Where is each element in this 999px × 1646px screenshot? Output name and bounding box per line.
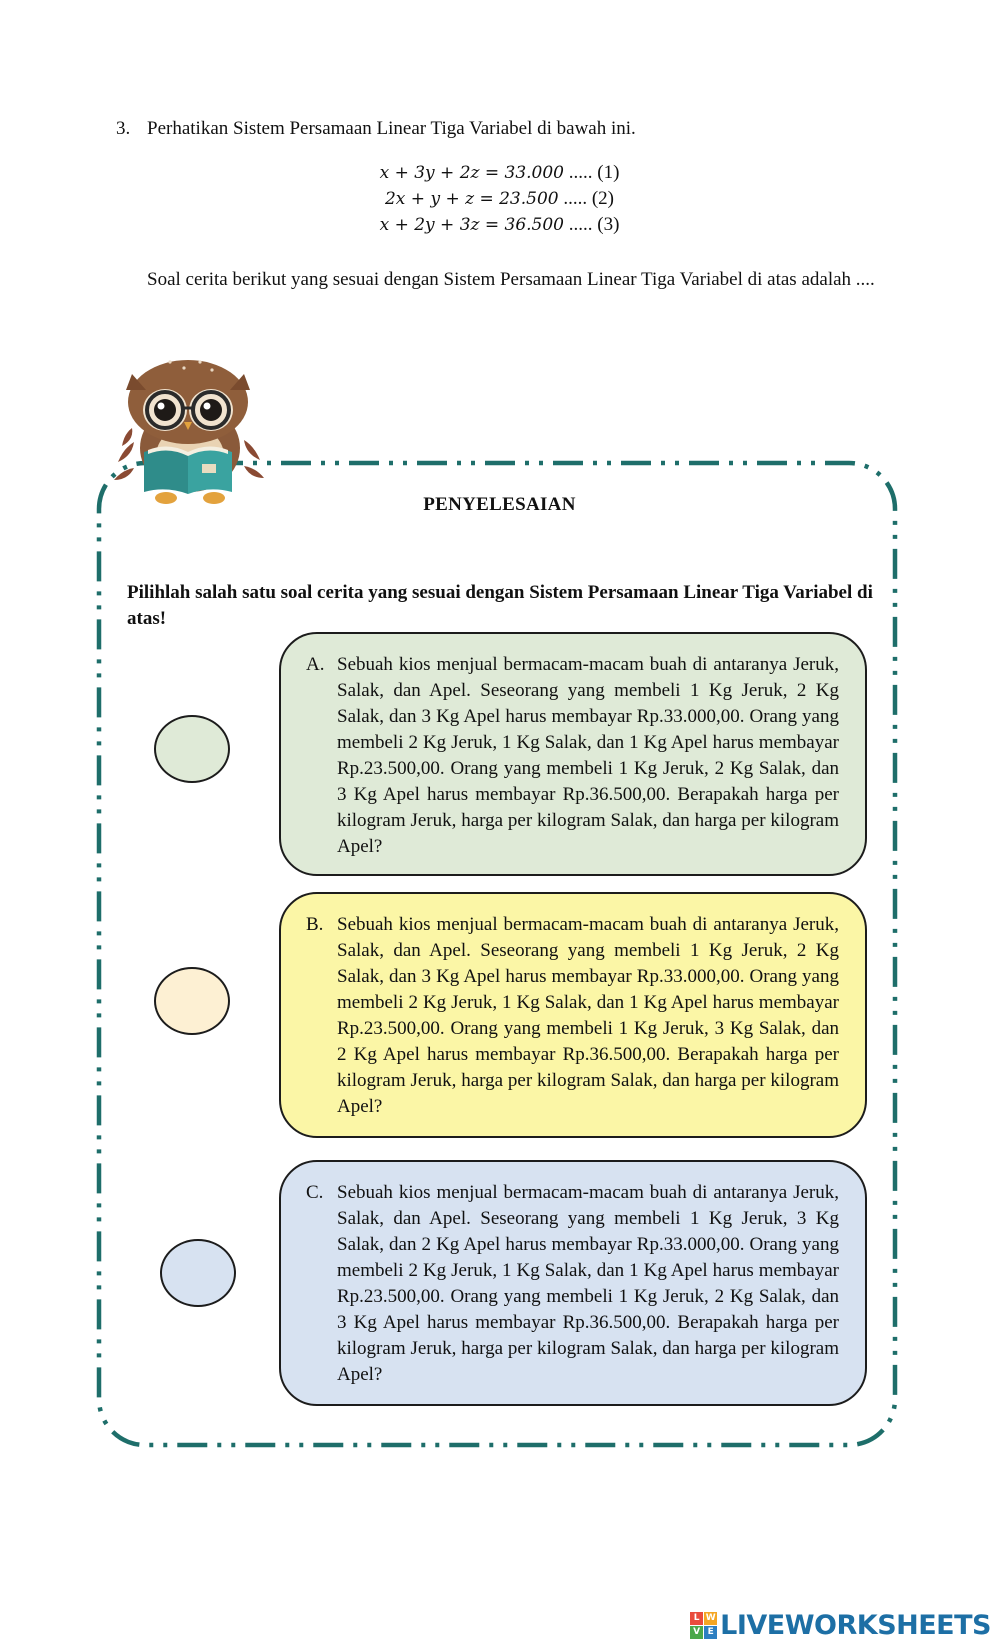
question-prompt: Soal cerita berikut yang sesuai dengan Sistem Persamaan Linear Tiga Variabel di atas adalah ....	[147, 269, 875, 290]
instruction-text: Pilihlah salah satu soal cerita yang sesuai dengan Sistem Persamaan Linear Tiga Variabel di atas!	[127, 582, 873, 629]
option-letter: B.	[306, 914, 324, 935]
option-text: Sebuah kios menjual bermacam-macam buah di antaranya Jeruk, Salak, dan Apel. Seseorang yang membeli 1 Kg Jeruk, 2 Kg Salak, dan 3 Kg Apel harus membayar Rp.33.000,00. Orang yang membeli 2 Kg Jeruk, 1 Kg Salak, dan 1 Kg Apel harus membayar Rp.23.500,00. Orang yang membeli 1 Kg Jeruk, 3 Kg Salak, dan 2 Kg Apel harus membayar Rp.36.500,00. Berapakah harga per kilogram Jeruk, harga per kilogram Salak, dan harga per kilogram Apel?	[337, 914, 839, 1117]
option-text: Sebuah kios menjual bermacam-macam buah di antaranya Jeruk, Salak, dan Apel. Seseorang yang membeli 1 Kg Jeruk, 3 Kg Salak, dan 2 Kg Apel harus membayar Rp.33.000,00. Orang yang membeli 2 Kg Jeruk, 1 Kg Salak, dan 1 Kg Apel harus membayar Rp.23.500,00. Orang yang membeli 1 Kg Jeruk, 2 Kg Salak, dan 3 Kg Apel harus membayar Rp.36.500,00. Berapakah harga per kilogram Jeruk, harga per kilogram Salak, dan harga per kilogram Apel?	[337, 1182, 839, 1385]
liveworksheets-brand	[690, 1608, 991, 1642]
brand-name: LIVEWORKSHEETS	[720, 1609, 991, 1641]
question-intro	[116, 118, 636, 140]
owl-reading-book-illustration	[110, 352, 270, 512]
equation-2: 2x + y + z = 23.500 ..... (2)	[384, 188, 614, 209]
option-card-a	[279, 632, 867, 876]
option-card-c	[279, 1160, 867, 1406]
answer-choice-a[interactable]	[154, 715, 230, 783]
equation-1: x + 3y + 2z = 33.000 ..... (1)	[379, 162, 620, 183]
option-text: Sebuah kios menjual bermacam-macam buah di antaranya Jeruk, Salak, dan Apel. Seseorang yang membeli 1 Kg Jeruk, 2 Kg Salak, dan 3 Kg Apel harus membayar Rp.33.000,00. Orang yang membeli 2 Kg Jeruk, 1 Kg Salak, dan 1 Kg Apel harus membayar Rp.23.500,00. Orang yang membeli 1 Kg Jeruk, 2 Kg Salak, dan 3 Kg Apel harus membayar Rp.36.500,00. Berapakah harga per kilogram Jeruk, harga per kilogram Salak, dan harga per kilogram Apel?	[337, 654, 839, 857]
solution-title: PENYELESAIAN	[423, 494, 576, 515]
equation-system	[0, 160, 999, 238]
equation-3: x + 2y + 3z = 36.500 ..... (3)	[379, 214, 620, 235]
option-letter: A.	[306, 654, 325, 675]
option-letter: C.	[306, 1182, 324, 1203]
answer-choice-b[interactable]	[154, 967, 230, 1035]
question-intro-text: Perhatikan Sistem Persamaan Linear Tiga Variabel di bawah ini.	[147, 118, 636, 139]
liveworksheets-logo-icon: L W V E	[690, 1612, 716, 1638]
question-number: 3.	[116, 118, 131, 139]
option-card-b	[279, 892, 867, 1138]
answer-choice-c[interactable]	[160, 1239, 236, 1307]
